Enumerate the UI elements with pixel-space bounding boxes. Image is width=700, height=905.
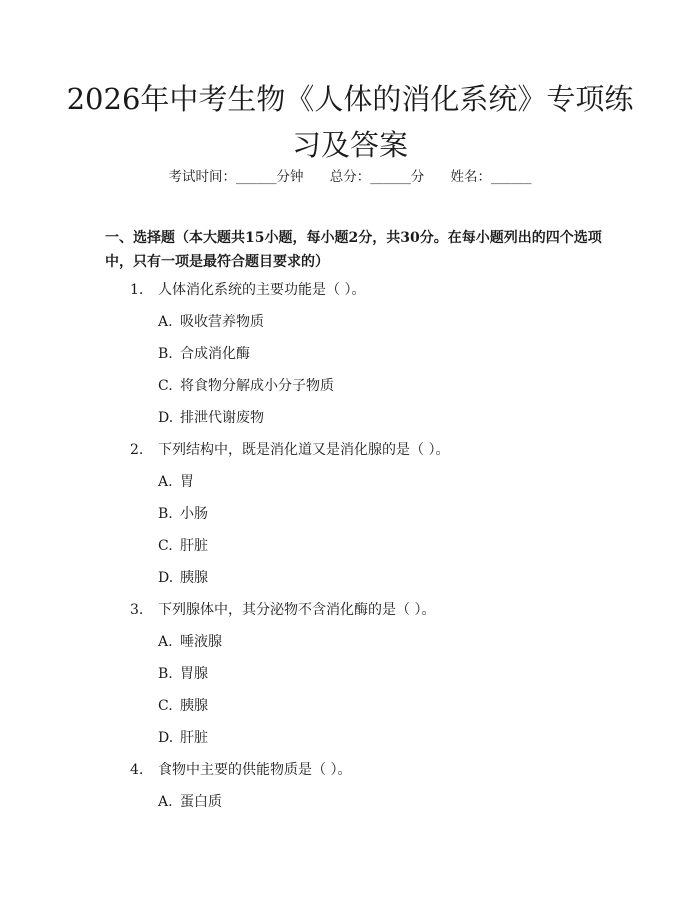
option-text: 将食物分解成小分子物质 (180, 378, 334, 394)
question-1-option-d (158, 407, 264, 429)
question-2-option-d (158, 567, 208, 589)
option-text: 唾液腺 (180, 634, 222, 650)
question-2-option-b (158, 503, 208, 525)
option-text: 吸收营养物质 (180, 314, 264, 330)
option-letter: A. (158, 474, 173, 490)
exam-time-field: 考试时间：______分钟 (168, 169, 304, 185)
question-3-option-c (158, 695, 208, 717)
option-text: 胰腺 (180, 698, 208, 714)
exam-info-line (0, 166, 700, 188)
option-text: 胰腺 (180, 570, 208, 586)
option-text: 小肠 (180, 506, 208, 522)
question-text: 人体消化系统的主要功能是（ ）。 (158, 282, 366, 298)
option-letter: B. (158, 346, 173, 362)
question-text: 食物中主要的供能物质是（ ）。 (158, 762, 352, 778)
section-heading: 一、选择题（本大题共15小题，每小题2分，共30分。在每小题列出的四个选项中，只有一项是最符合题目要求的） (105, 230, 602, 270)
option-letter: C. (158, 538, 173, 554)
option-text: 胃 (180, 474, 194, 490)
question-1-option-c (158, 375, 334, 397)
option-letter: C. (158, 378, 173, 394)
option-letter: D. (158, 410, 174, 426)
question-1 (130, 279, 365, 301)
option-letter: D. (158, 570, 174, 586)
option-text: 蛋白质 (180, 794, 222, 810)
question-2 (130, 439, 449, 461)
student-name-field: 姓名：______ (450, 169, 532, 185)
question-2-option-c (158, 535, 208, 557)
question-4-option-a (158, 791, 222, 813)
option-letter: A. (158, 794, 173, 810)
total-score-field: 总分：______分 (329, 169, 425, 185)
option-letter: B. (158, 666, 173, 682)
question-number: 1. (130, 282, 144, 298)
question-3-option-a (158, 631, 222, 653)
question-3 (130, 599, 435, 621)
question-3-option-d (158, 727, 208, 749)
option-letter: C. (158, 698, 173, 714)
question-1-option-a (158, 311, 264, 333)
option-text: 肝脏 (180, 730, 208, 746)
question-number: 2. (130, 442, 144, 458)
option-letter: B. (158, 506, 173, 522)
option-letter: D. (158, 730, 174, 746)
question-text: 下列结构中，既是消化道又是消化腺的是（ ）。 (158, 442, 450, 458)
option-text: 合成消化酶 (180, 346, 250, 362)
page-title: 2026年中考生物《人体的消化系统》专项练习及答案 (66, 82, 634, 162)
question-1-option-b (158, 343, 250, 365)
option-text: 排泄代谢废物 (180, 410, 264, 426)
option-letter: A. (158, 314, 173, 330)
option-text: 胃腺 (180, 666, 208, 682)
question-2-option-a (158, 471, 194, 493)
question-4 (130, 759, 351, 781)
option-letter: A. (158, 634, 173, 650)
question-3-option-b (158, 663, 208, 685)
question-number: 4. (130, 762, 144, 778)
question-number: 3. (130, 602, 144, 618)
question-text: 下列腺体中，其分泌物不含消化酶的是（ ）。 (158, 602, 436, 618)
option-text: 肝脏 (180, 538, 208, 554)
